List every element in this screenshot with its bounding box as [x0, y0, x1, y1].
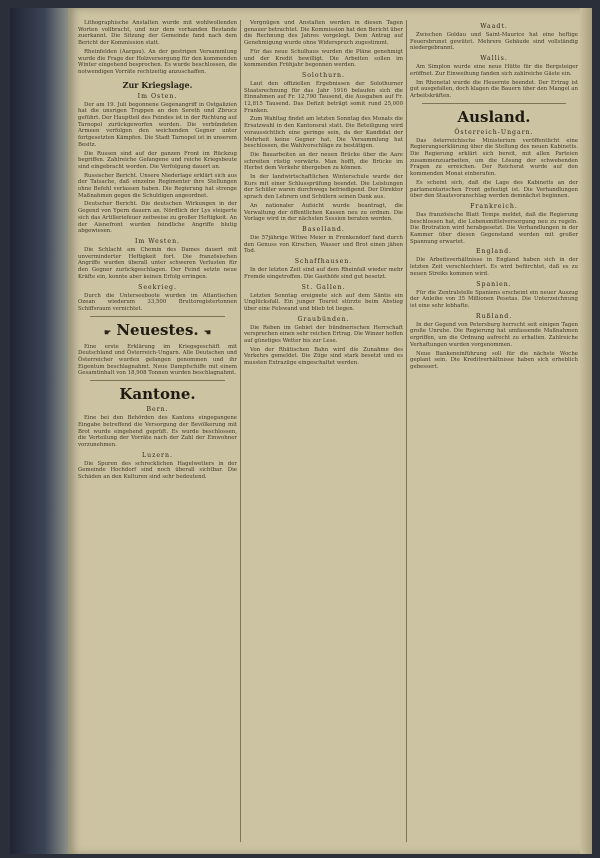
divider — [90, 380, 225, 381]
subheading-st-gallen: St. Gallen. — [301, 283, 346, 291]
subheading-england: England. — [475, 248, 513, 256]
article-paragraph: Russischer Bericht. Unsere Niederlage erklärt sich aus der Tatsache, daß einzelne Regimenter ihre Stellungen ohne Befehl verlassen haben. Die Regierung hat strenge Maßnahmen gegen die Schuldigen angeordnet. — [78, 172, 237, 199]
article-paragraph: Neue Bankeneinführung soll für die nächste Woche geplant sein. Die Kreditverhältnisse haben sich erheblich gebessert. — [410, 350, 578, 370]
divider — [422, 103, 566, 104]
article-paragraph: Deutscher Bericht. Die deutschen Wirkungen in der Gegend von Ypern dauern an. Nördlich der Lys steigerte sich das Artilleriefeuer zeitweise zu großer Heftigkeit. An der Aisnefront wurden feindliche Angriffe blutig abgewiesen. — [78, 201, 237, 235]
subheading-waadt: Waadt. — [480, 23, 508, 30]
page-edge — [580, 8, 592, 854]
neuestes-title: Neuestes. — [116, 320, 199, 339]
article-paragraph: Die Reben im Gebiet der bündnerischen Herrschaft versprechen einen sehr reichen Ertrag. Die Winzer hoffen auf günstiges Wetter bis zur Lese. — [244, 324, 403, 345]
article-paragraph: Rheinfelden (Aargau). An der gestrigen Versammlung wurde die Frage der Holzversorgung für den kommenden Winter eingehend besprochen. Es wurde beschlossen, die notwendigen Vorräte rechtzeitig anzuschaffen. — [78, 48, 237, 75]
article-paragraph: Zwischen Goldau und Saint-Maurice hat eine heftige Feuersbrunst gewütet. Mehrere Gebäude sind vollständig niedergebrannt. — [410, 32, 578, 52]
article-paragraph: Letzten Sonntag ereignete sich auf dem Säntis ein Unglücksfall. Ein junger Tourist stürzte beim Abstieg über eine Felswand und blieb tot liegen. — [244, 292, 403, 312]
subheading-seekrieg: Seekrieg. — [138, 283, 177, 291]
subheading-spanien: Spanien. — [476, 280, 512, 288]
article-paragraph: Eine erste Erklärung im Kriegsgeschäft mit Deutschland und Österreich-Ungarn. Alle Deutschen und Österreicher wurden gefangen genommen und ihr Eigentum beschlagnahmt. Neue Dampfschiffe mit einem Gesamtinhalt von 18,908 Tonnen wurden beschlagnahmt. — [78, 343, 237, 377]
section-heading-kriegslage: Zur Kriegslage. — [122, 79, 193, 90]
section-heading-kantone: Kantone. — [119, 385, 196, 404]
article-paragraph: Lithographische Anstalten wurde mit wohlwollenden Worten vollbracht, und nur dem vorhanden Bestande zuerkannt. Die Sitzung der Gemeinde fand nach dem Bericht der Kommission statt. — [78, 20, 237, 47]
article-paragraph: Die 57jährige Witwe Meier in Frenkendorf fand durch den Genuss von Kirschen, Wasser und Brot einen jähen Tod. — [244, 234, 403, 255]
article-paragraph: In der letzten Zeit sind auf dem Rheinfall wieder mehr Fremde eingetroffen. Die Gasthöfe sind gut besetzt. — [244, 267, 403, 280]
divider — [90, 316, 225, 317]
article-paragraph: Für die Zentralstelle Spaniens erscheint ein neuer Auszug der Anleihe von 35 Millionen Pesetas. Die Unterzeichnung ist eine sehr lebhafte. — [410, 289, 578, 309]
article-paragraph: Das österreichische Ministerium veröffentlicht eine Regierungserklärung über die Stellung des neuen Kabinetts. Die Regierung erklärt sich bereit, mit allen Parteien zusammenzuarbeiten, um die Lösung der schwebenden Fragen zu erreichen. Der Reichsrat wurde auf den kommenden Monat einberufen. — [410, 137, 578, 178]
subheading-schaffhausen: Schaffhausen. — [294, 258, 353, 266]
pointing-hand-icon: ☛ — [103, 326, 112, 337]
subheading-wallis: Wallis. — [480, 55, 508, 63]
article-paragraph: Vergnügen und Anstalten werden in diesen Tagen genauer betrachtet. Die Kommission hat den Bericht über die Rechnung des Jahres vorgelegt. Dem Antrag auf Genehmigung wurde ohne Widerspruch zugestimmt. — [244, 20, 403, 47]
article-paragraph: Der am 19. Juli begonnene Gegenangriff in Ostgalizien hat die unsrigen Truppen an den Sereth und Zbrucz geführt. Der Hauptteil des Feindes ist in der Richtung auf Tarnopol zurückgeworfen worden. Die verbündeten Armeen verfolgen den weichenden Gegner unter fortgesetzten Kämpfen. Die Stadt Tarnopol ist in unserem Besitz. — [78, 101, 237, 148]
subheading-luzern: Luzern. — [142, 451, 173, 459]
article-paragraph: Für das neue Schulhaus wurden die Pläne genehmigt und der Kredit bewilligt. Die Arbeiten sollen im kommenden Frühjahr begonnen werden. — [244, 48, 403, 69]
article-paragraph: Durch die Unterseeboote wurden im Atlantischen Ozean wiederum 33,500 Bruttoregistertonnen Schiffsraum vernichtet. — [78, 292, 237, 312]
article-paragraph: Im Rhonetal wurde die Heuernte beendet. Der Ertrag ist gut ausgefallen, doch klagen die Bauern über den Mangel an Arbeitskräften. — [410, 79, 578, 99]
article-paragraph: In der Gegend von Petersburg herrscht seit einigen Tagen große Unruhe. Die Regierung hat umfassende Maßnahmen ergriffen, um die Ordnung aufrecht zu erhalten. Zahlreiche Verhaftungen wurden vorgenommen. — [410, 321, 578, 348]
subheading-bern: Bern. — [146, 406, 169, 414]
article-paragraph: In der landwirtschaftlichen Winterschule wurde der Kurs mit einer Schlussprüfung beendet. Die Leistungen der Schüler waren durchwegs befriedigend. Der Direktor sprach den Lehrern und Schülern seinen Dank aus. — [244, 174, 403, 201]
subheading-solothurn: Solothurn. — [301, 71, 346, 79]
article-paragraph: An nationaler Aufsicht wurde beantragt, die Verwaltung der öffentlichen Kassen neu zu ordnen. Die Vorlage wird in der nächsten Session beraten werden. — [244, 202, 403, 223]
subheading-oesterreich-ungarn: Österreich-Ungarn. — [454, 128, 534, 136]
column-rule — [240, 20, 241, 842]
column-left — [78, 20, 237, 844]
section-heading-ausland: Ausland. — [457, 107, 531, 126]
article-paragraph: Eine bei den Behörden des Kantons eingegangene Eingabe betreffend die Versorgung der Bevölkerung mit Brot wurde eingehend geprüft. Es wurde beschlossen, die Verteilung der Vorräte nach der Zahl der Einwohner vorzunehmen. — [78, 415, 237, 448]
article-paragraph: Die Spuren des schrecklichen Hagelwetters in der Gemeinde Hochdorf sind noch überall sichtbar. Die Schäden an den Kulturen sind sehr bedeutend. — [78, 460, 237, 481]
subheading-graubuenden: Graubünden. — [297, 315, 350, 323]
column-rule — [406, 20, 407, 842]
article-paragraph: Die Arbeitsverhältnisse in England haben sich in der letzten Zeit verschlechtert. Es wird befürchtet, daß es zu neuen Streiks kommen wird. — [410, 257, 578, 277]
subheading-russland: Rußland. — [475, 312, 513, 320]
article-paragraph: Die Bauarbeiten an der neuen Brücke über die Aare schreiten rüstig vorwärts. Man hofft, die Brücke im Herbst dem Verkehr übergeben zu können. — [244, 151, 403, 172]
article-paragraph: Zum Wahltag findet am letzten Sonntag des Monats die Ersatzwahl in den Kantonsrat statt. Die Beteiligung wird voraussichtlich eine geringe sein, da der Kandidat der Mehrheit keine Gegner hat. Die Versammlung hat beschlossen, die Wahlvorschläge zu bestätigen. — [244, 116, 403, 150]
subheading-baselland: Baselland. — [302, 225, 345, 233]
subheading-frankreich: Frankreich. — [470, 202, 518, 210]
subheading-westen: Im Westen. — [134, 237, 181, 245]
column-right — [410, 20, 578, 844]
article-paragraph: Die Schlacht am Chemin des Dames dauert mit unverminderter Heftigkeit fort. Die französischen Angriffe wurden überall unter schweren Verlusten für den Gegner zurückgeschlagen. Der Feind setzte neue Kräfte ein, konnte aber keinen Erfolg erringen. — [78, 246, 237, 280]
section-heading-neuestes — [78, 321, 237, 341]
book-binding — [10, 8, 68, 854]
article-paragraph: Das französische Blatt Temps meldet, daß die Regierung beschlossen hat, die Lebensmittelversorgung neu zu regeln. Die Brotration wird herabgesetzt. Die Verhandlungen in der Kammer über diesen Gegenstand werden mit großer Spannung erwartet. — [410, 211, 578, 245]
newspaper-sheet — [68, 8, 592, 854]
column-middle — [244, 20, 403, 844]
pointing-hand-icon: ☚ — [203, 326, 212, 337]
article-paragraph: Am Simplon wurde eine neue Hütte für die Bergsteiger eröffnet. Zur Einweihung fanden sich zahlreiche Gäste ein. — [410, 64, 578, 77]
article-paragraph: Es scheint sich, daß die Lage des Kabinetts an der parlamentarischen Front gefestigt ist. Die Verhandlungen über den Staatsvoranschlag werden demnächst beginnen. — [410, 179, 578, 200]
article-paragraph: Von der Rhätischen Bahn wird die Zunahme des Verkehrs gemeldet. Die Züge sind stark besetzt und es mussten Extrazüge eingeschaltet werden. — [244, 346, 403, 367]
article-paragraph: Die Russen sind auf der ganzen Front im Rückzug begriffen. Zahlreiche Gefangene und reiche Kriegsbeute sind eingebracht worden. Die Verfolgung dauert an. — [78, 150, 237, 170]
newspaper-page — [10, 8, 592, 854]
article-paragraph: Laut den offiziellen Ergebnissen der Solothurner Staatsrechnung für das Jahr 1916 belaufen sich die Einnahmen auf Fr. 12,790 Tausend, die Ausgaben auf Fr. 12,815 Tausend. Das Defizit beträgt somit rund 25,000 Franken. — [244, 80, 403, 114]
subheading-osten: Im Osten. — [137, 92, 178, 100]
